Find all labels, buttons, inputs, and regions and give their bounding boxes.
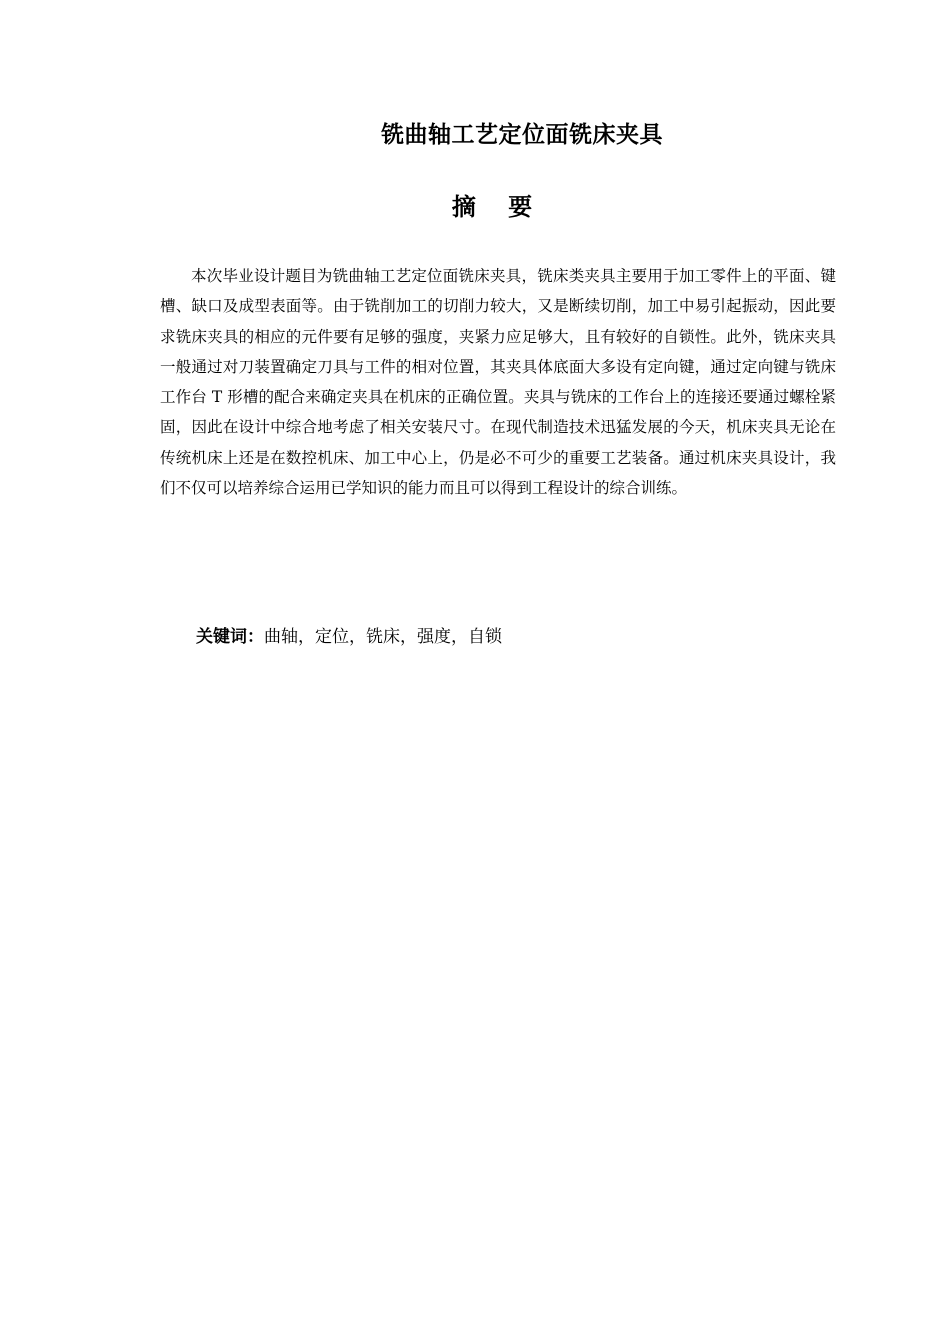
keywords-line	[196, 622, 836, 652]
keywords-values: 曲轴，定位，铣床，强度，自锁	[264, 627, 502, 647]
abstract-paragraph: 本次毕业设计题目为铣曲轴工艺定位面铣床夹具，铣床类夹具主要用于加工零件上的平面、键槽、缺口及成型表面等。由于铣削加工的切削力较大，又是断续切削，加工中易引起振动，因此要求铣床夹具的相应的元件要有足够的强度，夹紧力应足够大，且有较好的自锁性。此外，铣床夹具一般通过对刀装置确定刀具与工件的相对位置，其夹具体底面大多设有定向键，通过定向键与铣床工作台 T 形槽的配合来确定夹具在机床的正确位置。夹具与铣床的工作台上的连接还要通过螺栓紧固，因此在设计中综合地考虑了相关安装尺寸。在现代制造技术迅猛发展的今天，机床夹具无论在传统机床上还是在数控机床、加工中心上，仍是必不可少的重要工艺装备。通过机床夹具设计，我们不仅可以培养综合运用已学知识的能力而且可以得到工程设计的综合训练。	[160, 267, 836, 498]
abstract-heading: 摘 要	[451, 193, 545, 221]
document-title: 铣曲轴工艺定位面铣床夹具	[381, 122, 663, 148]
keywords-label: 关键词：	[196, 627, 264, 647]
